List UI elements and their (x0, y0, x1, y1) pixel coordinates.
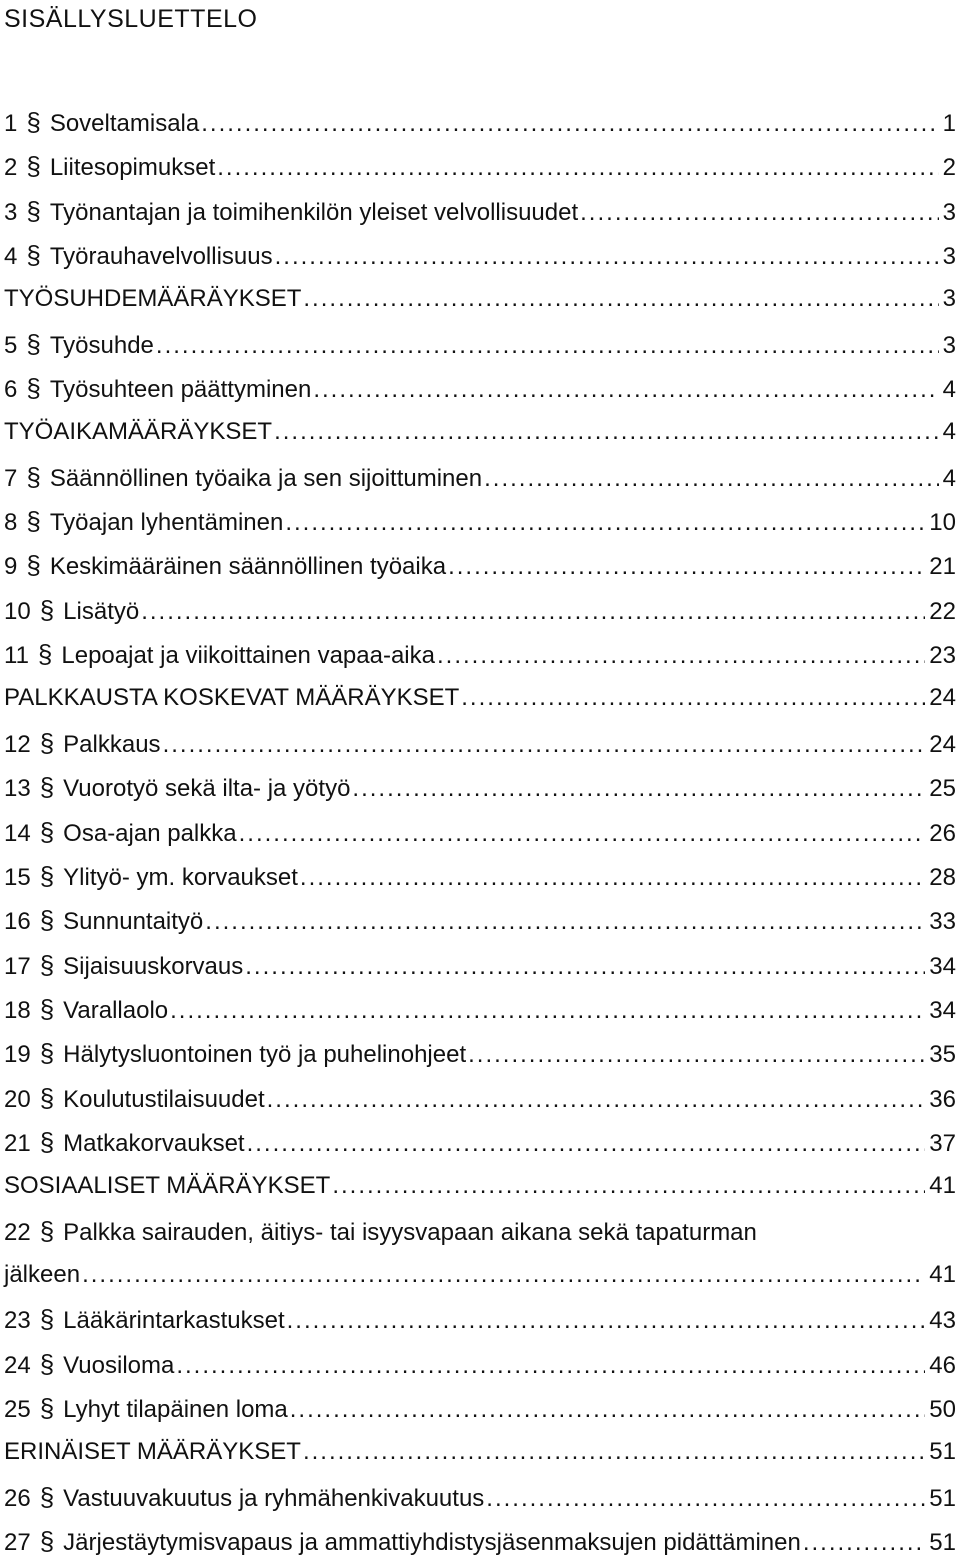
toc-entry-page: 41 (929, 1172, 956, 1200)
toc-entry-title: ERINÄISET MÄÄRÄYKSET (4, 1438, 301, 1466)
toc-entry-page: 2 (942, 154, 956, 182)
section-sign-icon: § (39, 1038, 55, 1069)
toc-entry-page: 41 (929, 1260, 956, 1288)
toc-entry[interactable] (4, 1342, 956, 1386)
dot-leader (170, 989, 925, 1033)
toc-entry[interactable] (4, 943, 956, 987)
toc-entry[interactable] (4, 144, 956, 188)
toc-entry-page: 35 (929, 1041, 956, 1069)
toc-entry-title: Sijaisuuskorvaus (63, 952, 244, 980)
dot-leader (352, 767, 925, 811)
toc-entry[interactable] (4, 189, 956, 233)
toc-entry[interactable] (4, 810, 956, 854)
dot-leader (486, 1477, 925, 1521)
toc-entry-label (4, 1519, 801, 1565)
section-sign-icon: § (39, 1082, 55, 1113)
section-sign-icon: § (26, 550, 41, 581)
toc-entry-page: 50 (929, 1395, 956, 1423)
toc-entry-page: 22 (929, 597, 956, 625)
toc-entry-title: Vastuuvakuutus ja ryhmähenkivakuutus (63, 1484, 485, 1512)
toc-entry-page: 51 (929, 1484, 956, 1512)
section-sign-icon: § (39, 1215, 55, 1246)
dot-leader (303, 277, 938, 321)
toc-entry-number: 21 (4, 1129, 31, 1157)
toc-entry-page: 36 (929, 1085, 956, 1113)
toc-entry-label (4, 543, 446, 589)
toc-entry[interactable] (4, 100, 956, 144)
dot-leader (275, 235, 939, 279)
dot-leader (290, 1388, 926, 1432)
dot-leader (448, 545, 925, 589)
toc-entry-title: Osa-ajan palkka (63, 819, 237, 847)
toc-entry-label (4, 943, 243, 989)
toc-entry-page: 34 (929, 952, 956, 980)
section-sign-icon: § (39, 772, 55, 803)
toc-entry-page: 25 (929, 775, 956, 803)
toc-entry-title: Työsuhteen päättyminen (49, 376, 312, 404)
toc-entry[interactable] (4, 499, 956, 543)
toc-entry-page: 3 (942, 331, 956, 359)
toc-entry-page: 24 (929, 730, 956, 758)
toc-entry-label (4, 765, 350, 811)
toc-entry-page: 21 (929, 553, 956, 581)
dot-leader (285, 501, 925, 545)
section-sign-icon: § (39, 1348, 55, 1379)
toc-entry-page: 34 (929, 996, 956, 1024)
toc-entry[interactable] (4, 588, 956, 632)
toc-entry-label (4, 1164, 330, 1208)
toc-entry-title: Järjestäytymisvapaus ja ammattiyhdistysjäsenmaksujen pidättäminen (63, 1529, 801, 1556)
toc-entry-title: Työrauhavelvollisuus (49, 243, 273, 271)
toc-entry-page: 1 (942, 110, 956, 137)
section-sign-icon: § (39, 1126, 55, 1157)
toc-entry-number: 10 (4, 597, 31, 625)
toc-entry[interactable] (4, 987, 956, 1031)
toc-entry[interactable] (4, 676, 956, 720)
toc-entry-label (4, 100, 199, 146)
toc-entry[interactable] (4, 410, 956, 454)
toc-entry-page: 46 (929, 1351, 956, 1379)
section-sign-icon: § (26, 373, 41, 404)
dot-leader (300, 856, 925, 900)
section-sign-icon: § (39, 949, 55, 980)
document-title: SISÄLLYSLUETTELO (4, 5, 258, 33)
toc-entry-number: 4 (4, 243, 18, 271)
toc-entry-title: Liitesopimukset (49, 154, 216, 182)
toc-entry-number: 24 (4, 1351, 31, 1379)
toc-entry-number: 3 (4, 198, 18, 226)
section-sign-icon: § (26, 151, 41, 182)
toc-entry-label (4, 189, 578, 235)
toc-entry-title: Lyhyt tilapäinen loma (63, 1395, 288, 1423)
toc-entry-page: 4 (942, 418, 956, 446)
toc-entry-title: PALKKAUSTA KOSKEVAT MÄÄRÄYKSET (4, 684, 460, 712)
toc-entry-number: 26 (4, 1484, 31, 1512)
toc-entry[interactable] (4, 543, 956, 587)
toc-entry-label (4, 455, 482, 501)
toc-entry[interactable] (4, 1430, 956, 1474)
section-sign-icon: § (39, 816, 55, 847)
toc-entry[interactable] (4, 721, 956, 765)
toc-entry[interactable] (4, 1386, 956, 1430)
toc-entry-title: Matkakorvaukset (63, 1129, 245, 1157)
toc-entry[interactable] (4, 455, 956, 499)
toc-entry[interactable] (4, 1297, 956, 1341)
toc-entry-title: Soveltamisala (49, 110, 200, 137)
toc-entry-label (4, 366, 311, 412)
dot-leader (287, 1299, 926, 1343)
toc-entry-number: 20 (4, 1085, 31, 1113)
section-sign-icon: § (26, 240, 41, 271)
dot-leader (313, 368, 938, 412)
toc-entry-page: 3 (942, 243, 956, 271)
dot-leader (303, 1430, 925, 1474)
toc-entry-title: Ylityö- ym. korvaukset (63, 863, 298, 891)
toc-entry-number: 25 (4, 1395, 31, 1423)
dot-leader (484, 457, 939, 501)
dot-leader (82, 1253, 925, 1297)
toc-entry-number: 6 (4, 376, 18, 404)
toc-entry-number: 27 (4, 1529, 31, 1556)
toc-entry-title: Varallaolo (63, 996, 169, 1024)
dot-leader (468, 1033, 925, 1077)
dot-leader (141, 590, 925, 634)
toc-entry-page: 3 (942, 198, 956, 226)
toc-entry[interactable] (4, 277, 956, 321)
toc-entry-number: 12 (4, 730, 31, 758)
toc-entry[interactable] (4, 1475, 956, 1519)
toc-entry-label (4, 410, 272, 454)
toc-entry[interactable] (4, 1209, 956, 1298)
dot-leader (803, 1521, 925, 1565)
toc-entry-title: Työsuhde (49, 331, 154, 359)
section-sign-icon: § (26, 506, 41, 537)
toc-entry-label (4, 854, 298, 900)
toc-entry-number: 13 (4, 775, 31, 803)
toc-entry-title: Palkka sairauden, äitiys- tai isyysvapaan aikana sekä tapaturman (63, 1218, 757, 1246)
toc-entry-page: 26 (929, 819, 956, 847)
toc-entry-label (4, 632, 435, 678)
toc-entry-page: 28 (929, 863, 956, 891)
dot-leader (332, 1164, 925, 1208)
section-sign-icon: § (26, 107, 41, 137)
toc-entry[interactable] (4, 1120, 956, 1164)
toc-entry-label (4, 1342, 174, 1388)
toc-entry[interactable] (4, 322, 956, 366)
toc-entry-label (4, 676, 459, 720)
toc-entry-number: 17 (4, 952, 31, 980)
section-sign-icon: § (26, 195, 41, 226)
toc-entry[interactable] (4, 898, 956, 942)
toc-entry[interactable] (4, 233, 956, 277)
toc-entry-number: 2 (4, 154, 18, 182)
toc-entry-number: 11 (4, 642, 29, 670)
dot-leader (267, 1078, 926, 1122)
toc-entry-title: Keskimääräinen säännöllinen työaika (49, 553, 447, 581)
dot-leader (274, 410, 939, 454)
toc-entry-label (4, 1031, 466, 1077)
toc-entry-title: Sunnuntaityö (63, 908, 204, 936)
toc-entry-number: 5 (4, 331, 18, 359)
toc-entry-title: Vuorotyö sekä ilta- ja yötyö (63, 775, 351, 803)
toc-entry-page: 51 (929, 1529, 956, 1556)
dot-leader (580, 191, 939, 235)
section-sign-icon: § (39, 993, 55, 1024)
toc-entry-page: 51 (929, 1438, 956, 1466)
dot-leader (217, 146, 938, 190)
dot-leader (205, 900, 925, 944)
toc-entry-title: Lisätyö (63, 597, 140, 625)
dot-leader (156, 324, 939, 368)
toc-entry-label (4, 898, 203, 944)
toc-entry[interactable] (4, 1076, 956, 1120)
toc-entry-title: Säännöllinen työaika ja sen sijoittuminen (49, 464, 483, 492)
section-sign-icon: § (37, 639, 53, 670)
toc-entry-label (4, 1386, 288, 1432)
toc-entry-page: 23 (929, 642, 956, 670)
toc-entry-label (4, 1076, 265, 1122)
toc-entry-number: 7 (4, 464, 18, 492)
toc-entry[interactable] (4, 366, 956, 410)
toc-entry-page: 10 (929, 509, 956, 537)
toc-entry-title-continued: jälkeen (4, 1260, 81, 1288)
toc-entry[interactable] (4, 854, 956, 898)
toc-entry-title: SOSIAALISET MÄÄRÄYKSET (4, 1172, 331, 1200)
toc-entry[interactable] (4, 1164, 956, 1208)
toc-entry-number: 8 (4, 509, 18, 537)
toc-entry[interactable] (4, 1031, 956, 1075)
toc-entry-page: 4 (942, 464, 956, 492)
toc-entry[interactable] (4, 1519, 956, 1563)
toc-entry-label (4, 810, 237, 856)
toc-entry-label (4, 1430, 301, 1474)
dot-leader (201, 102, 938, 146)
toc-entry-page: 37 (929, 1129, 956, 1157)
toc-entry-number: 14 (4, 819, 31, 847)
toc-entry[interactable] (4, 632, 956, 676)
toc-entry-number: 15 (4, 863, 31, 891)
dot-leader (163, 723, 926, 767)
toc-entry-title: Lepoajat ja viikoittainen vapaa-aika (61, 642, 435, 670)
toc-entry-title: Hälytysluontoinen työ ja puhelinohjeet (63, 1041, 467, 1069)
toc-entry-page: 4 (942, 376, 956, 404)
toc-entry-title: Vuosiloma (63, 1351, 175, 1379)
section-sign-icon: § (39, 1392, 55, 1423)
toc-entry-number: 22 (4, 1218, 31, 1246)
toc-entry-label (4, 322, 154, 368)
toc-entry-title: TYÖAIKAMÄÄRÄYKSET (4, 418, 273, 446)
toc-entry-page: 33 (929, 908, 956, 936)
section-sign-icon: § (39, 727, 55, 758)
toc-entry-label (4, 987, 168, 1033)
toc-entry-title: Palkkaus (63, 730, 161, 758)
toc-entry-number: 18 (4, 996, 31, 1024)
section-sign-icon: § (39, 1481, 55, 1512)
toc-entry-number: 1 (4, 110, 18, 137)
dot-leader (245, 945, 925, 989)
toc-entry-number: 9 (4, 553, 18, 581)
toc-entry-title: Koulutustilaisuudet (63, 1085, 265, 1113)
toc-entry-page: 43 (929, 1307, 956, 1335)
dot-leader (437, 634, 925, 678)
table-of-contents (4, 100, 956, 1563)
toc-entry-label (4, 1120, 245, 1166)
toc-entry-label (4, 233, 273, 279)
toc-entry-label (4, 1475, 484, 1521)
toc-entry-page: 24 (929, 684, 956, 712)
section-sign-icon: § (39, 905, 55, 936)
section-sign-icon: § (26, 328, 41, 359)
section-sign-icon: § (39, 1304, 55, 1335)
toc-entry-label (4, 277, 301, 321)
toc-entry-page: 3 (942, 285, 956, 313)
dot-leader (461, 676, 925, 720)
dot-leader (239, 812, 926, 856)
toc-entry-title: Työnantajan ja toimihenkilön yleiset velvollisuudet (49, 198, 579, 226)
dot-leader (176, 1344, 925, 1388)
toc-entry-title: Työajan lyhentäminen (49, 509, 284, 537)
dot-leader (247, 1122, 926, 1166)
toc-entry-number: 19 (4, 1041, 31, 1069)
toc-entry-label (4, 588, 139, 634)
section-sign-icon: § (26, 461, 41, 492)
section-sign-icon: § (39, 860, 55, 891)
toc-entry-title: Lääkärintarkastukset (63, 1307, 285, 1335)
toc-entry-number: 16 (4, 908, 31, 936)
toc-entry-label (4, 499, 283, 545)
section-sign-icon: § (39, 594, 55, 625)
toc-entry-label (4, 1297, 285, 1343)
toc-entry-label (4, 1209, 757, 1255)
toc-entry[interactable] (4, 765, 956, 809)
toc-entry-label (4, 144, 215, 190)
toc-entry-title: TYÖSUHDEMÄÄRÄYKSET (4, 285, 302, 313)
toc-entry-label (4, 721, 161, 767)
toc-entry-number: 23 (4, 1307, 31, 1335)
section-sign-icon: § (39, 1526, 55, 1556)
